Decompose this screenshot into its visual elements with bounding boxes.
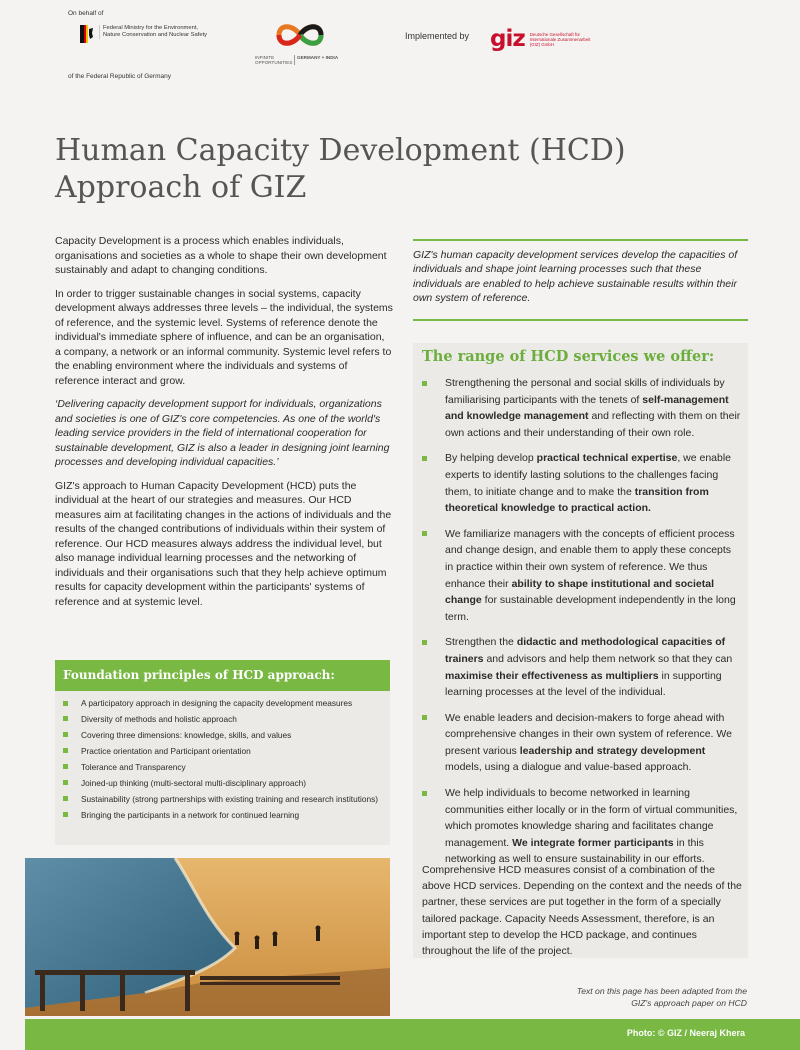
source-note: Text on this page has been adapted from the GIZ's approach paper on HCD (576, 986, 747, 1008)
beach-scene-image (25, 858, 390, 1016)
quote-top-rule (413, 239, 748, 241)
io-left-text: INFINITE OPPORTUNITIES (255, 55, 295, 65)
foundation-heading: Foundation principles of HCD approach: (55, 660, 390, 691)
giz-wordmark: giz (490, 26, 525, 52)
list-item: Bringing the participants in a network for continued learning (81, 810, 384, 820)
services-list (413, 375, 748, 877)
bullet-square-icon (63, 812, 68, 817)
list-item: Tolerance and Transparency (81, 762, 384, 772)
list-item: Sustainability (strong partnerships with existing training and research institutions) (81, 794, 384, 804)
list-item: A participatory approach in designing the capacity development measures (81, 698, 384, 708)
quote-bottom-rule (413, 319, 748, 321)
bullet-square-icon (63, 701, 68, 706)
io-right-text: GERMANY + INDIA (297, 55, 339, 60)
giz-quote: ‘Delivering capacity development support for individuals, organizations and societies is one of GIZ's core competencies. As one of the world's leading service providers in the field of international cooperation for sustainable development, GIZ is also a leader in designing joint learning processes and developing individual capacities.’ (55, 398, 390, 468)
list-item: We help individuals to become networked in learning communities either locally or in the form of virtual communities, which promotes knowledge sharing and facilitates change management. We integrate former participants in this networking as well to ensure sustainability in our efforts. (445, 785, 741, 868)
giz-logo (490, 28, 600, 51)
bullet-square-icon (63, 716, 68, 721)
bullet-square-icon (63, 780, 68, 785)
intro-paragraph-2: In order to trigger sustainable changes in social systems, capacity development always addresses three levels – the individual, the systems of reference, and the systemic level. Systems of reference denote the individual's immediate sphere of influence, and can be an organisation, a company, a network or an informal community. Systemic level refers to the enabling environment where the individuals and systems of reference interact and grow. (55, 287, 393, 387)
on-behalf-label: On behalf of (68, 10, 104, 17)
bullet-square-icon (422, 381, 427, 386)
range-heading: The range of HCD services we offer: (422, 348, 715, 365)
ministry-name: Federal Ministry for the Environment, Nature Conservation and Nuclear Safety (99, 25, 215, 39)
bullet-square-icon (422, 791, 427, 796)
list-item: We enable leaders and decision-makers to forge ahead with comprehensive changes in their own system of reference. We present various leadership and strategy development models, using a dialogue and value-based approach. (445, 710, 741, 776)
bullet-square-icon (422, 715, 427, 720)
list-item: Strengthening the personal and social skills of individuals by familiarising participants with the tenets of self-management and knowledge management and reflecting with them on their own actions and their understanding of their own role. (445, 375, 741, 441)
page-title (55, 132, 626, 206)
list-item: By helping develop practical technical expertise, we enable experts to identify lasting solutions to the challenges facing them, to initiate change and to make the transition from theoretical knowledge to practical action. (445, 450, 741, 516)
foundation-list (55, 698, 390, 820)
foundation-principles-box (55, 660, 390, 845)
intro-paragraph-3: GIZ's approach to Human Capacity Development (HCD) puts the individual at the heart of our strategies and measures. Our HCD measures aim at facilitating changes in the actions of individuals and the results of the changed contributions of individuals within their system of reference. Our HCD measures always address the individual level, but also manage individual learning processes and the networking of individuals and their organisations such that they help achieve optimum results for capacity development within the participants' systems of reference and at systemic level. (55, 479, 392, 608)
photo-credit: Photo: © GIZ / Neeraj Khera (626, 1028, 745, 1038)
bullet-square-icon (422, 640, 427, 645)
closing-paragraph: Comprehensive HCD measures consist of a combination of the above HCD services. Depending on the context and the needs of the partner, these services are put together in the form of a specially tailored package. Capacity Needs Assessment, therefore, is an important step to develop the HCD package, and continues throughout the life of the project. (422, 864, 742, 958)
giz-full-name: Deutsche Gesellschaft für Internationale Zusammenarbeit (GIZ) GmbH (529, 31, 591, 48)
bullet-square-icon (63, 748, 68, 753)
range-of-services-box (413, 343, 748, 958)
beach-photo (25, 858, 390, 1016)
infinite-opportunities-logo (255, 22, 350, 67)
list-item: Diversity of methods and holistic approach (81, 714, 384, 724)
list-item: We familiarize managers with the concepts of efficient process and change design, and enable them to apply these concepts in practice within their own system of reference. We thus enhance their ability to shape institutional and societal change for sustainable development independently in the long term. (445, 526, 741, 626)
infinity-icon (273, 22, 328, 48)
bullet-square-icon (422, 456, 427, 461)
bullet-square-icon (63, 732, 68, 737)
footer-bar (25, 1019, 800, 1050)
intro-paragraph-1: Capacity Development is a process which enables individuals, organisations and societies as a whole to shape their own development sustainably and adapt to changing conditions. (55, 235, 387, 276)
bullet-square-icon (422, 531, 427, 536)
bullet-square-icon (63, 764, 68, 769)
implemented-by-label: Implemented by (405, 31, 470, 41)
bullet-square-icon (63, 796, 68, 801)
list-item: Strengthen the didactic and methodological capacities of trainers and advisors and help them network so that they can maximise their effectiveness as multipliers in supporting learning processes at the level of the individual. (445, 634, 741, 700)
header (0, 0, 800, 85)
list-item: Practice orientation and Participant orientation (81, 746, 384, 756)
title-line-1: Human Capacity Development (HCD) (55, 133, 626, 168)
list-item: Covering three dimensions: knowledge, skills, and values (81, 730, 384, 740)
hcd-services-quote: GIZ's human capacity development services develop the capacities of individuals and shape joint learning processes such that these individuals are enabled to help achieve sustainable results within their own system of reference. (413, 249, 738, 304)
left-column (55, 234, 393, 618)
german-eagle-icon (80, 25, 94, 43)
ministry-logo (80, 25, 215, 43)
title-line-2: Approach of GIZ (55, 170, 307, 205)
federal-republic-label: of the Federal Republic of Germany (68, 73, 171, 80)
list-item: Joined-up thinking (multi-sectoral multi-disciplinary approach) (81, 778, 384, 788)
